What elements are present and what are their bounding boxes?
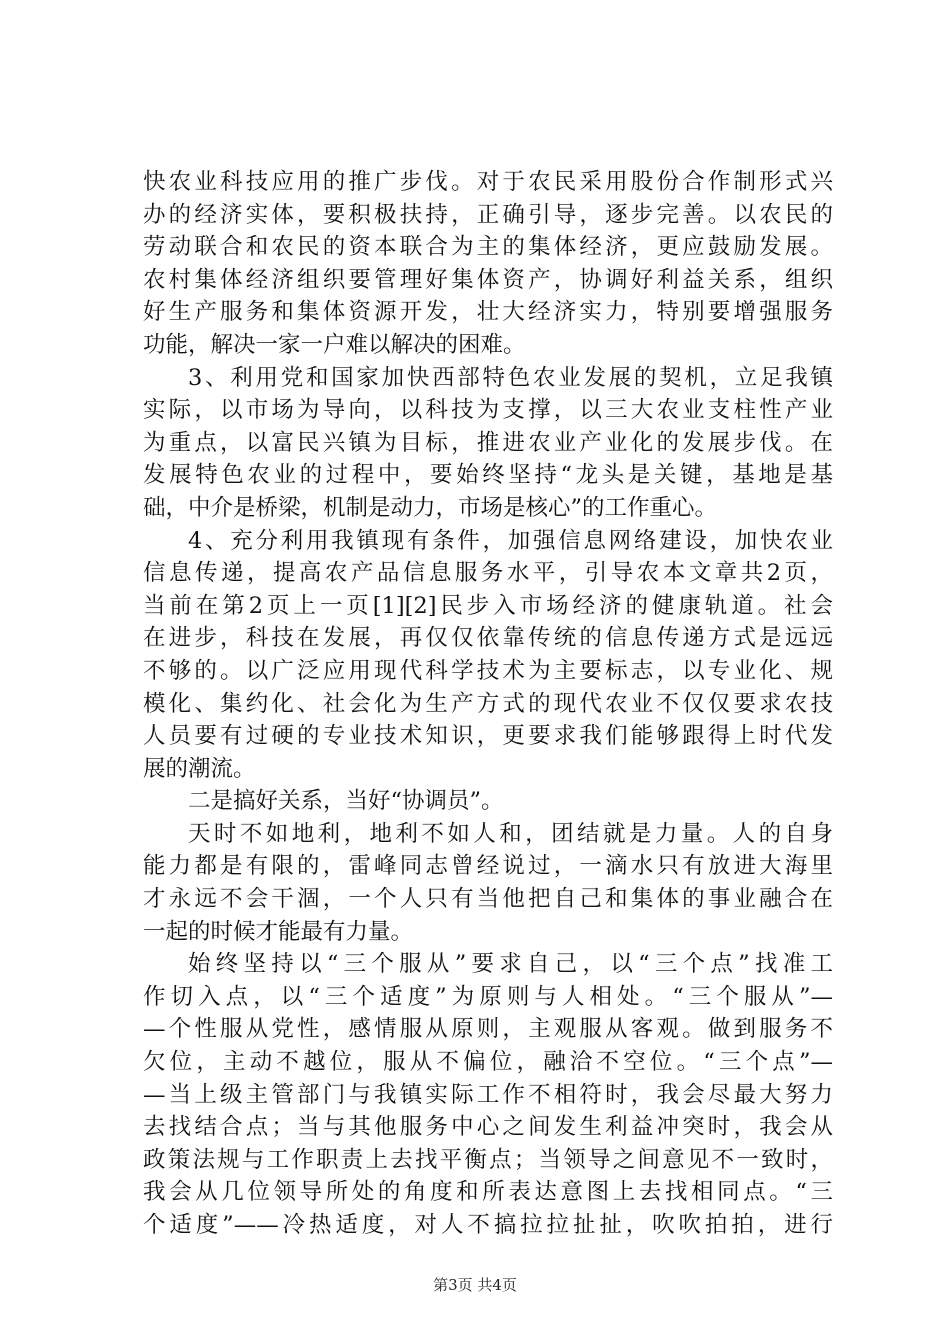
text-line: 快农业科技应用的推广步伐。对于农民采用股份合作制形式兴 [143,169,833,195]
text-line: 作切入点，以“三个适度”为原则与人相处。“三个服从”— [143,983,833,1010]
document-body [143,166,833,1242]
text-line: 二是搞好关系，当好“协调员”。 [188,788,504,815]
text-line: 始终坚持以“三个服从”要求自己，以“三个点”找准工 [188,951,833,978]
text-line: 天时不如地利，地利不如人和，团结就是力量。人的自身 [188,820,833,847]
text-line: 信息传递，提高农产品信息服务水平，引导农本文章共2页， [143,560,833,587]
text-line: 去找结合点；当与其他服务中心之间发生利益冲突时，我会从 [143,1114,833,1141]
text-line: 展的潮流。 [143,755,256,782]
text-line: 才永远不会干涸，一个人只有当他把自己和集体的事业融合在 [143,886,833,913]
page-footer: 第3页 共4页 [433,1276,517,1294]
text-line: 在进步，科技在发展，再仅仅依靠传统的信息传递方式是远远 [143,625,833,652]
text-line: 实际，以市场为导向，以科技为支撑，以三大农业支柱性产业 [143,397,833,424]
text-line: 劳动联合和农民的资本联合为主的集体经济，更应鼓励发展。 [143,234,833,261]
text-line: 不够的。以广泛应用现代科学技术为主要标志，以专业化、规 [143,657,833,684]
text-line: 办的经济实体，要积极扶持，正确引导，逐步完善。以农民的 [143,201,833,228]
text-line: 一起的时候才能最有力量。 [143,918,414,945]
text-line: 欠位，主动不越位，服从不偏位，融洽不空位。“三个点”— [143,1049,833,1076]
text-line: 农村集体经济组织要管理好集体资产，协调好利益关系，组织 [143,266,833,293]
text-line: 模化、集约化、社会化为生产方式的现代农业不仅仅要求农技 [143,690,833,717]
text-line: 个适度”——冷热适度，对人不搞拉拉扯扯，吹吹拍拍，进行 [143,1212,833,1238]
text-line: 发展特色农业的过程中，要始终坚持“龙头是关键，基地是基 [143,462,833,489]
text-line: 我会从几位领导所处的角度和所表达意图上去找相同点。“三 [143,1179,833,1206]
text-line: —当上级主管部门与我镇实际工作不相符时，我会尽最大努力 [143,1081,833,1108]
text-line: —个性服从党性，感情服从原则，主观服从客观。做到服务不 [143,1016,833,1043]
text-line: 当前在第2页上一页[1][2]民步入市场经济的健康轨道。社会 [143,592,833,619]
text-line: 为重点，以富民兴镇为目标，推进农业产业化的发展步伐。在 [143,429,833,456]
text-line: 3、利用党和国家加快西部特色农业发展的契机，立足我镇 [188,364,833,391]
text-line: 能力都是有限的，雷峰同志曾经说过，一滴水只有放进大海里 [143,853,833,880]
text-line: 人员要有过硬的专业技术知识，更要求我们能够跟得上时代发 [143,723,833,750]
text-line: 好生产服务和集体资源开发，壮大经济实力，特别要增强服务 [143,299,833,326]
text-line: 政策法规与工作职责上去找平衡点；当领导之间意见不一致时， [143,1146,833,1173]
text-line: 功能，解决一家一户难以解决的困难。 [143,331,526,358]
text-line: 础，中介是桥梁，机制是动力，市场是核心”的工作重心。 [143,494,718,521]
text-line: 4、充分利用我镇现有条件，加强信息网络建设，加快农业 [188,527,833,554]
